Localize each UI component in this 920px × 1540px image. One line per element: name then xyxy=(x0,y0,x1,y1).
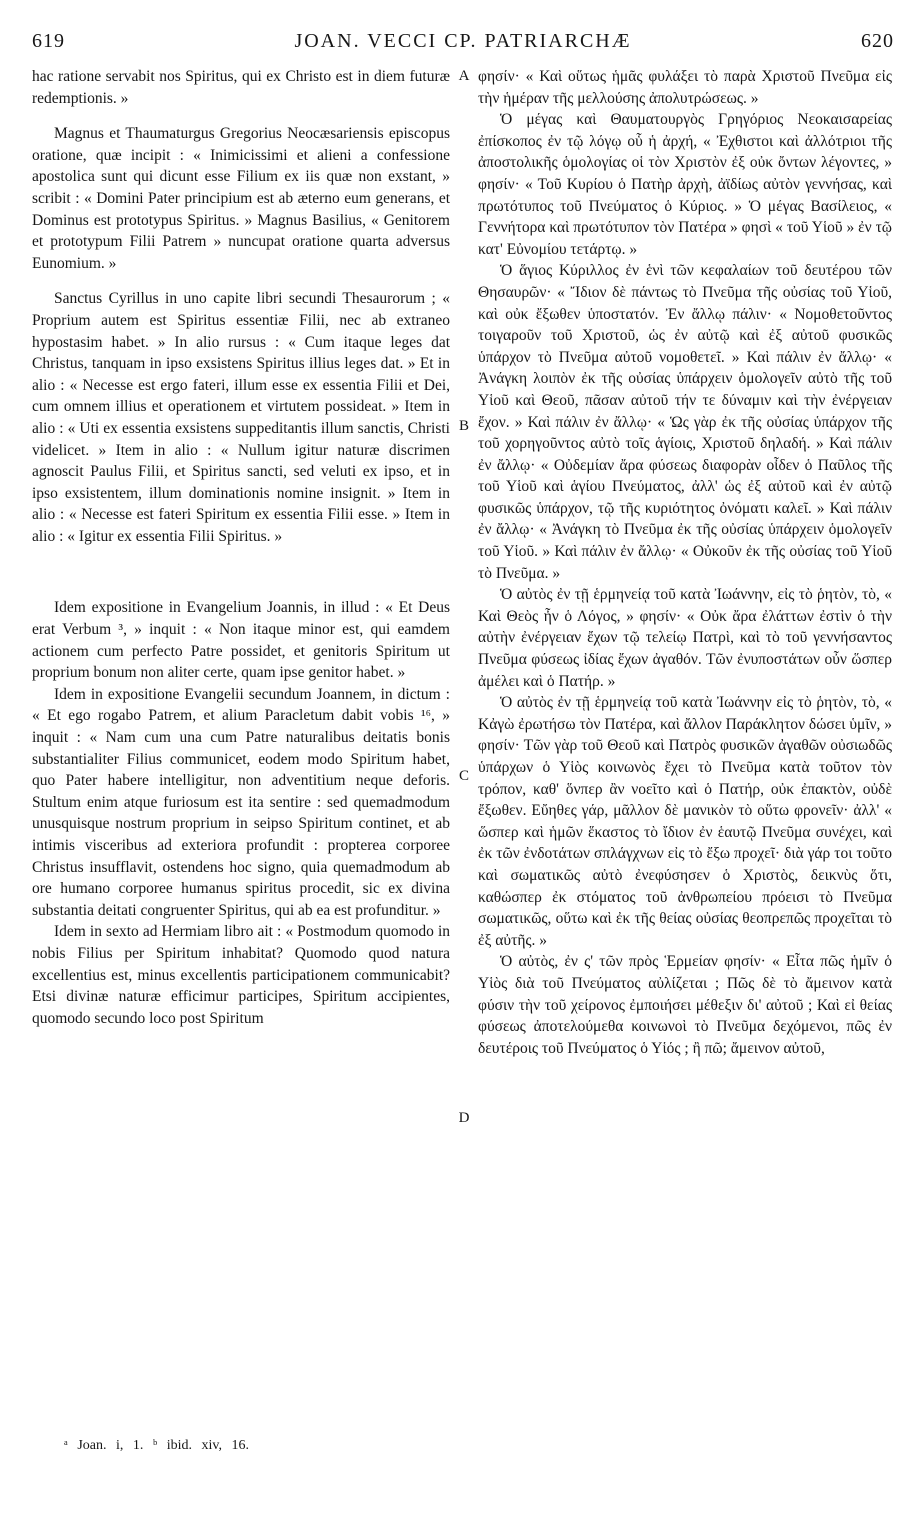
margin-letter-a: A xyxy=(458,68,470,84)
margin-letter-c: C xyxy=(458,768,469,784)
footnotes: ᵃ Joan. i, 1. ᵇ ibid. xiv, 16. xyxy=(64,1438,249,1453)
latin-paragraph-5: Idem in expositione Evangelii secundum Joannem, in dictum : « Et ego rogabo Patrem, et alium Paracletum dabit vobis ¹⁶, » inquit : « Nam cum una cum Patre naturalibus deitatis bonis substantialiter Filius communicet, eodem modo Spiritum habet, quo Pater habere intelligitur, non adventitium neque deforis. Stultum enim atque furiosum est ita sentire : sed quemadmodum unusquisque nostrum proprium in seipso Spiritum continet, et ab intimis visceribus ad exteriora profundit : propterea corporee Christus insufflavit, ostendens hoc signo, quia quemadmodum ab ore humano corporee humanus spiritus procedit, sic ex divina substantia deitati congruenter Spiritus, qui ab ea est profunditur. » xyxy=(32,685,450,919)
latin-column xyxy=(32,66,450,1029)
greek-paragraph-6: Ὁ αὐτὸς, ἐν ς' τῶν πρὸς Ἑρμείαν φησίν· « Εἶτα πῶς ἡμῖν ὁ Υἱὸς διὰ τοῦ Πνεύματος αὐλίζεται ; Πῶς δὲ τὸ ἄμεινον κατὰ φύσιν τὴν τοῦ χείρονος ἐμποιήσει μέθεξιν δι' αὐτοῦ ; Καὶ εἰ θείας φύσεως ἀποτελούμεθα κοινωνοὶ τὸ Πνεῦμα δεχόμενοι, πῶς ἐν δευτέροις τοῦ Πνεύματος ὁ Υἱός ; ἢ πῶ; ἄμεινον αὐτοῦ, xyxy=(478,953,892,1057)
greek-paragraph-5: Ὁ αὐτὸς ἐν τῇ ἑρμηνείᾳ τοῦ κατὰ Ἰωάννην εἰς τὸ ῥητὸν, τὸ, « Κἀγὼ ἐρωτήσω τὸν Πατέρα, καὶ ἄλλον Παράκλητον δώσει ὑμῖν, » φησίν· Τῶν γὰρ τοῦ Θεοῦ καὶ Πατρὸς φυσικῶν ἀγαθῶν οὐσιωδῶς ὑπάρχων ὁ Υἱὸς κοινωνὸς ἔχει τὸ Πνεῦμα κατὰ τοῦτον τὸν τρόπον, καθ' ὅνπερ ἂν νοεῖτο καὶ ὁ Πατήρ, οὐκ ἐπακτὸν, οὐδὲ ἔξωθεν. Εὔηθες γάρ, μᾶλλον δὲ μανικὸν τὸ οὕτω φρονεῖν· ἀλλ' « ὥσπερ καὶ ἡμῶν ἕκαστος τὸ ἴδιον ἐν ἑαυτῷ Πνεῦμα συνέχει, καὶ ἐκ τῶν ἐνδοτάτων σπλάγχνων εἰς τὸ ἔξω προχεῖ· διὰ γάρ τοι τοῦτο καὶ σωματικῶς αὐτὸ ἐνεφύσησεν ὁ Χριστὸς, δεικνὺς ὅτι, καθώσπερ ἐκ στόματος τοῦ ἀνθρωπείου πρόεισι τὸ Πνεῦμα σωματικῶς, οὕτω καὶ ἐκ τῆς θείας οὐσίας θεοπρεπῶς προχεῖται τὸ ἐξ αὐτῆς. » xyxy=(478,694,893,949)
greek-paragraph-1: φησίν· « Καὶ οὕτως ἡμᾶς φυλάξει τὸ παρὰ Χριστοῦ Πνεῦμα εἰς τὴν ἡμέραν τῆς μελλούσης ἀπολυτρώσεως. » xyxy=(478,68,892,107)
page-number-left: 619 xyxy=(32,30,65,52)
greek-paragraph-4: Ὁ αὐτὸς ἐν τῇ ἑρμηνείᾳ τοῦ κατὰ Ἰωάννην, εἰς τὸ ῥητὸν, τὸ, « Καὶ Θεὸς ἦν ὁ Λόγος, » φησίν· « Οὐκ ἄρα ἐλάττων ἐστὶν ὁ τὴν αὐτὴν ἐνέργειαν ἔχων τῷ τελείῳ Πατρὶ, καὶ τὸ τοῦ γεννήσαντος Πνεῦμα φύσεως ἰδίας ἔχων ἀγαθόν. Τῶν ἐνυποστάτων οὖν ὥσπερ ἀμέλει καὶ ὁ Πατήρ. » xyxy=(478,586,892,690)
page-number-right: 620 xyxy=(861,30,894,52)
latin-paragraph-6: Idem in sexto ad Hermiam libro ait : « Postmodum quomodo in nobis Filius per Spiritum inhabitat? Quomodo quod natura excellentius est, minus excellentis participationem communicabit? Etsi divinæ naturæ efficimur participes, Spiritum accipientes, quomodo secundo loco post Spiritum xyxy=(32,923,450,1027)
running-title: JOAN. VECCI CP. PATRIARCHÆ xyxy=(294,30,632,52)
latin-paragraph-4: Idem expositione in Evangelium Joannis, in illud : « Et Deus erat Verbum ³, » inquit : « Non itaque minor est, qui eamdem actionem cum perfecto Patre possidet, et genitoris Spiritum ut proprium bonum non aliter certe, quam ipse genitor habet. » xyxy=(32,599,450,682)
margin-letter-b: B xyxy=(458,418,469,434)
latin-paragraph-2: Magnus et Thaumaturgus Gregorius Neocæsariensis episcopus oratione, quæ incipit : « Inimicissimi et alieni a confessione apostolica sunt qui dicunt esse Filium ex iis quæ non exstant, » scribit : « Domini Pater principium est ab æterno eum generans, et Dominus est prototypus Spiritus. » Magnus Basilius, « Genitorem et prototypum Filii Patrem » nuncupat oratione quarta adversus Eunomium. » xyxy=(32,125,450,272)
latin-paragraph-3: Sanctus Cyrillus in uno capite libri secundi Thesaurorum ; « Proprium autem est Spiritus essentiæ Filii, nec ab extraneo hypostasim habet. » In alio rursus : « Cum itaque leges dat Christus, tanquam in ipso exsistens Spiritus illius leges dat. » Et in alio : « Necesse est ergo fateri, illum esse ex essentia Filii et Dei, cum omnem illius et operationem et virtutem possideat. » Item in alio : « Uti ex essentia exsistens suppeditantis illum sanctis, Christi videlicet. » Item in alio : « Nullum igitur naturæ discrimen agnoscit Paulus Filii, et Spiritus sancti, sed veluti ex ipso, et in ipso exsistentem, illum dominationis nomine insignit. » Item in alio : « Necesse est fateri Spiritum ex essentia Filii esse. » Item in alio : « Igitur ex essentia Filii Spiritus. » xyxy=(32,290,450,545)
margin-letter-d: D xyxy=(458,1110,470,1126)
greek-paragraph-3: Ὁ ἅγιος Κύριλλος ἐν ἑνὶ τῶν κεφαλαίων τοῦ δευτέρου τῶν Θησαυρῶν· « Ἴδιον δὲ πάντως τὸ Πνεῦμα τῆς οὐσίας τοῦ Υἱοῦ, καὶ οὐκ ἔξωθεν ὑποστατόν. Ἐν ἄλλῳ πάλιν· « Νομοθετοῦντος τοιγαροῦν τοῦ Χριστοῦ, ὡς ἐν αὐτῷ καὶ ἐξ αὐτοῦ φυσικῶς ὑπάρχον τὸ Πνεῦμα αὐτοῦ νομοθετεῖ. » Καὶ πάλιν ἐν ἄλλῳ· « Ἀνάγκη λοιπὸν ἐκ τῆς οὐσίας ὑπάρχειν ὁμολογεῖν αὐτὸ τῆς τοῦ Υἱοῦ καὶ Θεοῦ, πᾶσαν αὐτοῦ τήν τε δύναμιν καὶ τὴν ἐνέργειαν ἔχον. » Καὶ πάλιν ἐν ἄλλῳ· « Ὡς γὰρ ἐκ τῆς οὐσίας ὑπάρχον τῆς τοῦ χορηγοῦντος αὐτὸ τοῖς ἁγίοις, Χριστοῦ δηλαδή. » Καὶ πάλιν ἐν ἄλλῳ· « Οὐδεμίαν ἄρα φύσεως διαφορὰν οἶδεν ὁ Παῦλος τῆς τοῦ Υἱοῦ καὶ ἁγίου Πνεύματος, ἀλλ' ὡς ἐξ αὐτοῦ καὶ ἐν αὐτῷ φυσικῶς ὑπάρχον, τῷ τῆς κυριότητος ὀνόματι καλεῖ. » Καὶ πάλιν ἐν ἄλλῳ· « Ἀνάγκη τὸ Πνεῦμα ἐκ τῆς οὐσίας ὑπάρχειν ὁμολογεῖν τοῦ Υἱοῦ. » Καὶ πάλιν ἐν ἄλλῳ· « Οὐκοῦν ἐκ τῆς οὐσίας τοῦ Υἱοῦ τὸ Πνεῦμα. » xyxy=(478,262,892,582)
greek-paragraph-2: Ὁ μέγας καὶ Θαυματουργὸς Γρηγόριος Νεοκαισαρείας ἐπίσκοπος ἐν τῷ λόγῳ οὗ ἡ ἀρχή, « Ἐχθιστοι καὶ ἀλλότριοι τῆς ἀποστολικῆς ὁμολογίας οἱ τὸν Χριστὸν ἐξ οὐκ ὄντων λέγοντες, » φησίν· « Τοῦ Κυρίου ὁ Πατὴρ ἀρχὴ, ἀϊδίως αὐτὸν γεννήσας, καὶ πρωτότυπος τοῦ Πνεύματος ὁ Κύριος. » Ὁ μέγας Βασίλειος, « Γεννήτορα καὶ πρωτότυπον τὸν Πατέρα » φησὶ « τοῦ Υἱοῦ » ἐν τῷ κατ' Εὐνομίου τετάρτῳ. » xyxy=(478,111,892,258)
latin-paragraph-1: hac ratione servabit nos Spiritus, qui ex Christo est in diem futuræ redemptionis. » xyxy=(32,68,450,107)
page-header xyxy=(32,30,894,56)
greek-column xyxy=(478,66,892,1059)
